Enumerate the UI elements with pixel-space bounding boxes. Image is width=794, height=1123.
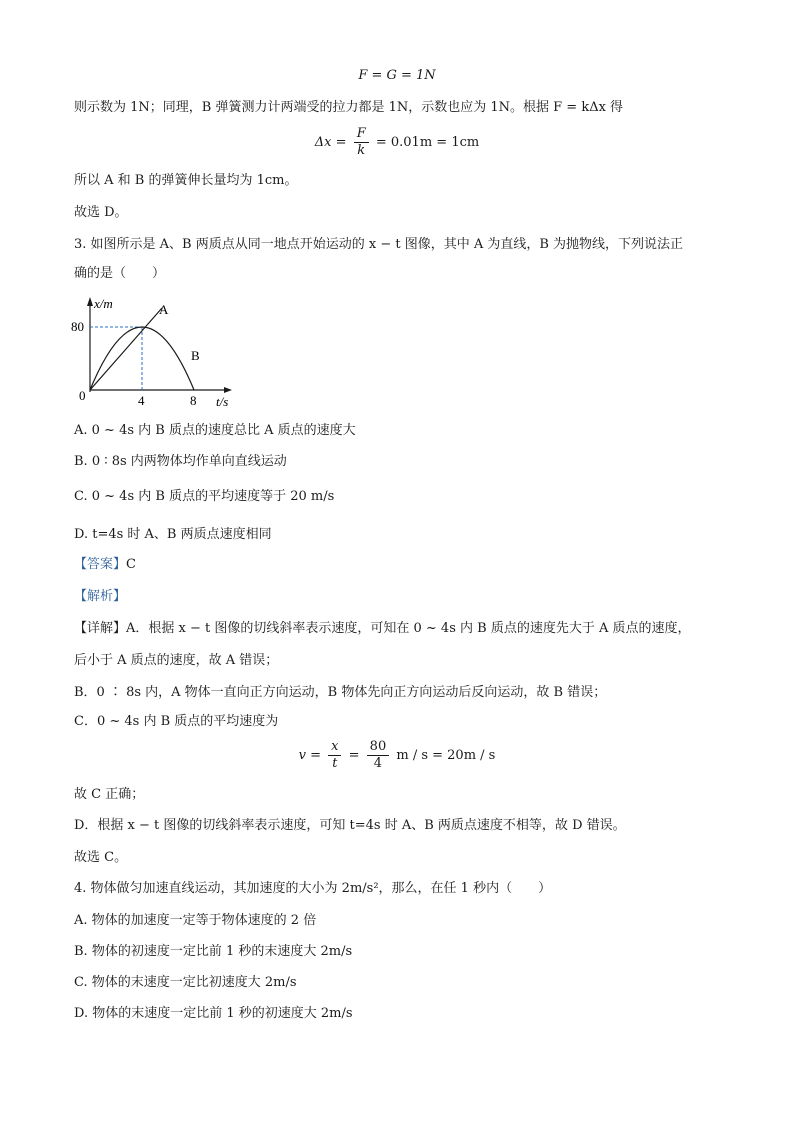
- eq-lhs: Δx =: [314, 135, 347, 150]
- x-axis-label: t/s: [216, 394, 229, 409]
- y-tick-80: 80: [71, 319, 84, 334]
- q3-detail-5: 故 C 正确；: [74, 787, 145, 802]
- q4-option-a: A. 物体的加速度一定等于物体速度的 2 倍: [74, 913, 317, 928]
- equation-extension: [0, 126, 794, 160]
- question-3-stem-line2: 确的是（ ）: [74, 266, 166, 281]
- eqv-equals: =: [348, 748, 360, 763]
- y-axis-label: x/m: [94, 296, 113, 311]
- paragraph-conclusion-extension: 所以 A 和 B 的弹簧伸长量均为 1cm。: [74, 173, 298, 188]
- eqv-rhs: m / s = 20m / s: [396, 748, 496, 763]
- q3-analysis-heading: [74, 588, 126, 606]
- eqv-lhs: v =: [298, 748, 321, 763]
- q3-detail-1: 【详解】A．根据 x − t 图像的切线斜率表示速度，可知在 0 ~ 4s 内 B 质点的速度先大于 A 质点的速度，: [74, 621, 691, 636]
- eq-rhs: = 0.01m = 1cm: [375, 135, 480, 150]
- paragraph-choice-d: 故选 D。: [74, 205, 128, 220]
- question-3-stem-line1: 3. 如图所示是 A、B 两质点从同一地点开始运动的 x − t 图像，其中 A 为直线，B 为抛物线，下列说法正: [74, 237, 684, 252]
- xt-chart: [70, 294, 240, 412]
- analysis-label: 【解析】: [74, 589, 127, 604]
- paragraph-reading: 则示数为 1N；同理，B 弹簧测力计两端受的拉力都是 1N，示数也应为 1N。根据 F = kΔx 得: [74, 100, 624, 115]
- series-line-A: [90, 308, 162, 390]
- equation-force: F = G = 1N: [358, 68, 436, 83]
- eqv-num-1: x: [328, 739, 341, 756]
- eq-numerator: F: [354, 126, 369, 143]
- eq-denominator: k: [357, 143, 366, 158]
- q3-option-c: C. 0 ~ 4s 内 B 质点的平均速度等于 20 m/s: [74, 489, 335, 504]
- q3-option-b: B. 0 ∶ 8s 内两物体均作单向直线运动: [74, 454, 287, 469]
- origin-label: 0: [79, 388, 86, 403]
- eqv-fraction-1: [328, 739, 341, 772]
- q3-conclusion: 故选 C。: [74, 850, 128, 865]
- x-tick-8: 8: [190, 393, 197, 408]
- eqv-fraction-2: [367, 739, 390, 772]
- label-series-B: B: [191, 348, 200, 363]
- eqv-num-2: 80: [367, 739, 390, 756]
- answer-label: 【答案】: [74, 557, 127, 572]
- eqv-den-2: 4: [373, 756, 383, 771]
- label-series-A: A: [159, 302, 169, 317]
- y-axis-arrow: [87, 297, 93, 306]
- q3-detail-2: 后小于 A 质点的速度，故 A 错误；: [74, 653, 279, 668]
- q3-option-d: D. t=4s 时 A、B 两质点速度相同: [74, 527, 272, 542]
- x-axis-arrow: [224, 387, 232, 393]
- q3-answer: [74, 556, 136, 574]
- q3-option-a: A. 0 ~ 4s 内 B 质点的速度总比 A 质点的速度大: [74, 423, 356, 438]
- q4-option-d: D. 物体的末速度一定比前 1 秒的初速度大 2m/s: [74, 1006, 353, 1021]
- eqv-den-1: t: [332, 756, 338, 771]
- q3-detail-3: B．0 ∶ 8s 内，A 物体一直向正方向运动，B 物体先向正方向运动后反向运动，故 B 错误；: [74, 685, 607, 700]
- q3-detail-6: D．根据 x − t 图像的切线斜率表示速度，可知 t=4s 时 A、B 两质点速度不相等，故 D 错误。: [74, 818, 626, 833]
- q3-detail-4: C．0 ~ 4s 内 B 质点的平均速度为: [74, 714, 279, 729]
- q4-option-c: C. 物体的末速度一定比初速度大 2m/s: [74, 975, 297, 990]
- answer-value: C: [126, 557, 136, 572]
- eq-fraction: [354, 126, 369, 159]
- equation-average-velocity: [0, 738, 794, 774]
- x-tick-4: 4: [138, 393, 145, 408]
- q4-option-b: B. 物体的初速度一定比前 1 秒的末速度大 2m/s: [74, 944, 353, 959]
- question-4-stem: 4. 物体做匀加速直线运动，其加速度的大小为 2m/s²，那么，在任 1 秒内（ ）: [74, 881, 552, 896]
